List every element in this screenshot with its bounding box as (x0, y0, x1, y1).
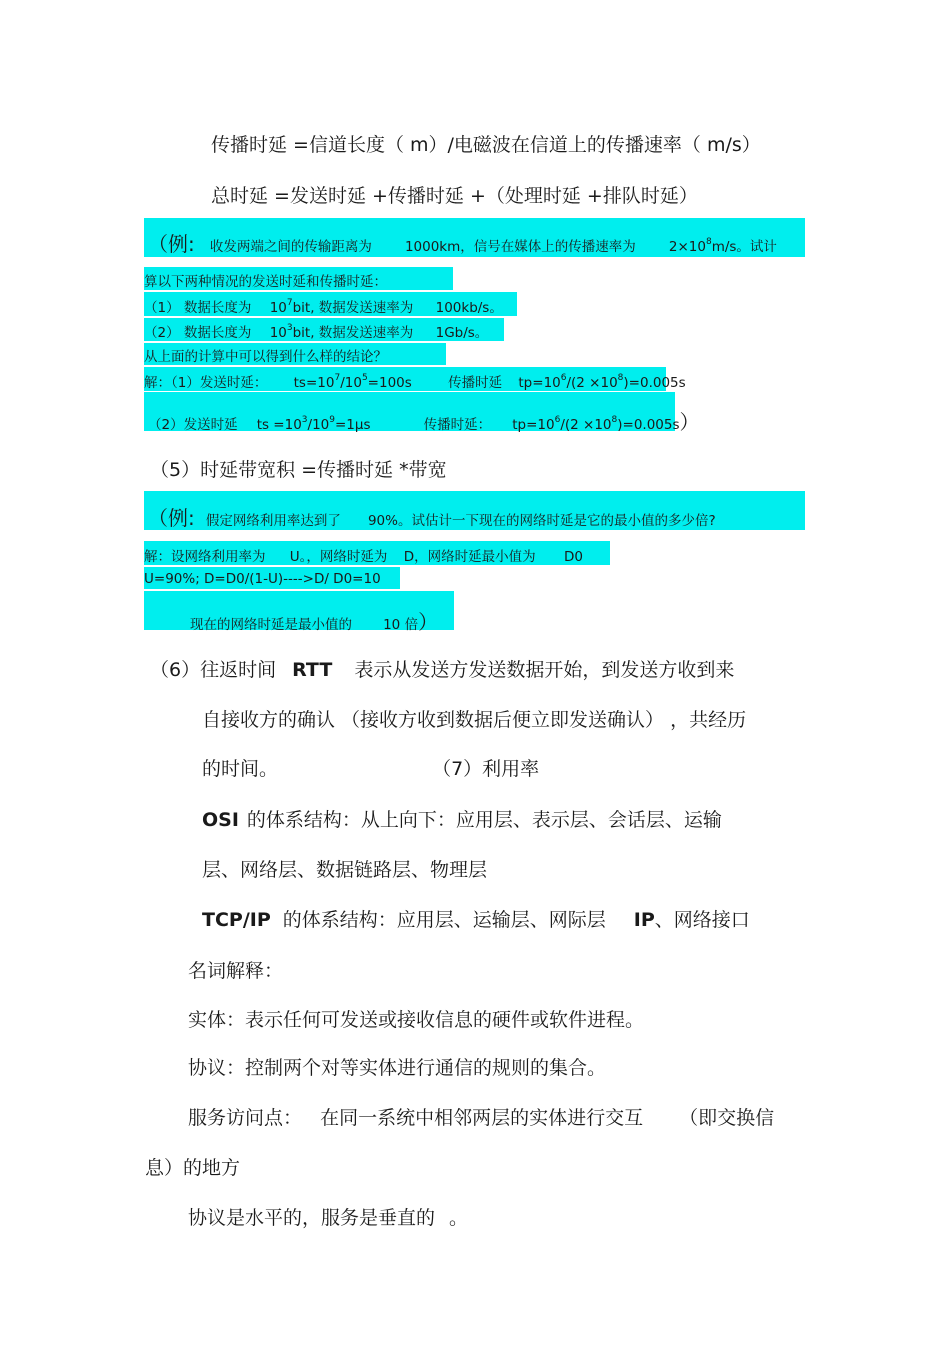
sap-line2: 息）的地方 (145, 1157, 241, 1179)
rtt-line1: （6）往返时间 RTT 表示从发送方发送数据开始，到发送方收到来 (150, 659, 735, 681)
rtt-line2: 自接收方的确认 （接收方收到数据后便立即发送确认） ，共经历 (202, 709, 747, 731)
delay-bandwidth-product: （5）时延带宽积 =传播时延 *带宽 (150, 459, 447, 481)
example1-line4: （2） 数据长度为 $10^3bit$, 数据发送速率为 1Gb/s。 (144, 323, 489, 341)
tcpip-line: TCP/IP 的体系结构：应用层、运输层、网际层 IP、网络接口 (202, 909, 750, 931)
protocol-service-note: 协议是水平的，服务是垂直的 。 (188, 1207, 469, 1229)
terms-title: 名词解释： (188, 960, 284, 982)
example1-line2: 算以下两种情况的发送时延和传播时延： (144, 274, 387, 290)
example2-line2: 解：设网络利用率为 U。，网络时延为 D，网络时延最小值为 D0 (144, 549, 583, 565)
rtt-line3: 的时间。 （7）利用率 (202, 758, 540, 780)
osi-line2: 层、网络层、数据链路层、物理层 (202, 859, 488, 881)
example1-line1: （例: 收发两端之间的传输距离为 1000km，信号在媒体上的传播速率为 $2\times 10^8m/s$。试计 (148, 232, 777, 256)
sap-line1: 服务访问点： 在同一系统中相邻两层的实体进行交互 （即交换信 (188, 1107, 775, 1129)
example1-line3: （1） 数据长度为 $10^7bit$, 数据发送速率为 100kb/s。 (144, 298, 503, 316)
example1-line6: 解：（1）发送时延： $ts=10^7/10^5=100s$ 传播时延 $tp=10^6/(2 \times 10^8)=0.005s$ (144, 373, 686, 391)
entity-definition: 实体：表示任何可发送或接收信息的硬件或软件进程。 (188, 1009, 645, 1031)
example1-line7: （2）发送时延 ts $=10^3/10^9=1\mu s$ 传播时延： $tp=10^6/(2 \times 10^8)=0.005s$） (148, 410, 700, 434)
example2-line1: （例: 假定网络利用率达到了 90%。试估计一下现在的网络时延是它的最小值的多少倍? (148, 506, 716, 530)
example2-line4: 现在的网络时延是最小值的 10 倍） (190, 610, 439, 634)
osi-line1: OSI 的体系结构：从上向下：应用层、表示层、会话层、运输 (202, 809, 722, 831)
protocol-definition: 协议：控制两个对等实体进行通信的规则的集合。 (188, 1057, 607, 1079)
example2-line3: U=90%; D=D0/(1-U)---->D/ D0=10 (144, 571, 381, 587)
total-delay-formula: 总时延 =发送时延 +传播时延 +（处理时延 +排队时延） (211, 185, 698, 207)
example1-line5: 从上面的计算中可以得到什么样的结论？ (144, 349, 387, 365)
propagation-delay-formula: 传播时延 =信道长度（ m）/电磁波在信道上的传播速率（ m/s） (211, 134, 761, 156)
